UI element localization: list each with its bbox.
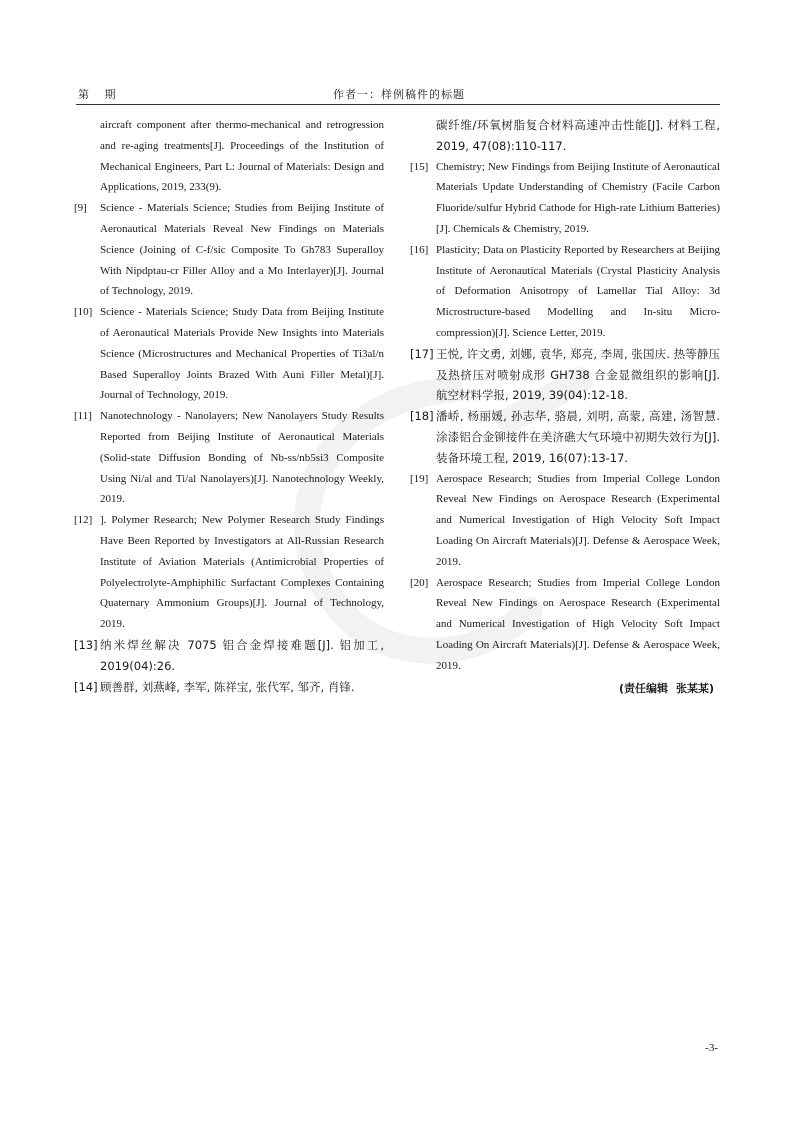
reference-number: [12]: [74, 514, 93, 527]
reference-item: [410, 157, 720, 240]
reference-item: [410, 115, 720, 157]
reference-number: [14]: [74, 679, 98, 694]
reference-number: [10]: [74, 306, 93, 319]
reference-text: aircraft component after thermo-mechanical and retrogression and re-aging treatments[J]. Proceedings of the Institution of Mechanical Engineers, Part L: Journal of Materials: Design and Applications, 2019, 233(9).: [100, 119, 384, 194]
reference-item: [74, 198, 384, 302]
reference-item: [410, 573, 720, 677]
reference-item: [410, 240, 720, 344]
reference-number: [13]: [74, 637, 98, 652]
reference-number: [20]: [410, 576, 429, 589]
reference-number: [15]: [410, 160, 429, 173]
reference-number: [17]: [410, 346, 434, 361]
reference-item: [74, 406, 384, 510]
reference-text: Chemistry; New Findings from Beijing Institute of Aeronautical Materials Update Understanding of Chemistry (Facile Carbon Fluoride/sulfur Hybrid Cathode for High-rate Lithium Batteries)[J]. Chemicals & Chemistry, 2019.: [436, 160, 720, 235]
reference-item: [74, 635, 384, 677]
running-title: 作者一：样例稿件的标题: [333, 88, 465, 101]
reference-number: [18]: [410, 409, 434, 424]
reference-text: ]. Polymer Research; New Polymer Research Study Findings Have Been Reported by Investigators at All-Russian Research Institute of Aviation Materials (Antimicrobial Properties of Polyelectrolyte-Amphiphilic Surfactant Complexes Containing Quaternary Ammonium Groups)[J]. Journal of Technology, 2019.: [100, 514, 384, 631]
reference-number: [9]: [74, 202, 87, 215]
responsible-editor: [410, 679, 720, 700]
reference-item: [74, 302, 384, 406]
reference-text: 王悦, 许文勇, 刘娜, 袁华, 郑亮, 李周, 张国庆. 热等静压及热挤压对喷射成形 GH738 合金显微组织的影响[J]. 航空材料学报, 2019, 39(04):12-18.: [436, 346, 720, 403]
issue-label: 第 期: [78, 88, 122, 101]
reference-text: Aerospace Research; Studies from Imperial College London Reveal New Findings on Aerospace Research (Experimental and Numerical Investigation of High Velocity Soft Impact Loading On Aircraft Materials)[J]. Defense & Aerospace Week, 2019.: [436, 472, 720, 568]
reference-item: [74, 510, 384, 635]
reference-number: [11]: [74, 410, 92, 423]
reference-item: [410, 469, 720, 573]
running-header: [78, 86, 720, 102]
reference-item: [410, 344, 720, 406]
page-number: -3-: [705, 1042, 718, 1054]
reference-item: [74, 677, 384, 698]
reference-text: Aerospace Research; Studies from Imperial College London Reveal New Findings on Aerospace Research (Experimental and Numerical Investigation of High Velocity Soft Impact Loading On Aircraft Materials)[J]. Defense & Aerospace Week, 2019.: [436, 576, 720, 672]
reference-text: 顾善群, 刘燕峰, 李军, 陈祥宝, 张代军, 邹齐, 肖锋.: [100, 679, 355, 694]
reference-item: [410, 406, 720, 468]
reference-text: Science - Materials Science; Studies from Beijing Institute of Aeronautical Materials Reveal New Findings on Materials Science (Joining of C-f/sic Composite To Gh783 Superalloy With Nipdptau-cr Filler Alloy and a Mo Interlayer)[J]. Journal of Technology, 2019.: [100, 202, 384, 298]
reference-text: Science - Materials Science; Study Data from Beijing Institute of Aeronautical Materials Provide New Insights into Materials Science (Microstructures and Mechanical Properties of Ti3al/n Based Superalloy Joints Brazed With Auni Filler Metal)[J]. Journal of Technology, 2019.: [100, 306, 384, 402]
header-rule: [76, 104, 720, 105]
reference-text: Nanotechnology - Nanolayers; New Nanolayers Study Results Reported from Beijing Institute of Aeronautical Materials (Solid-state Diffusion Bonding of Nb-ss/nb5si3 Composite Using Ni/al and Ti/al Nanolayers)[J]. Nanotechnology Weekly, 2019.: [100, 410, 384, 506]
reference-text: 潘峤, 杨丽媛, 孙志华, 骆晨, 刘明, 高蒙, 高建, 汤智慧. 涂漆铝合金铆接件在美济礁大气环境中初期失效行为[J]. 装备环境工程, 2019, 16(07):13-17.: [436, 409, 720, 465]
reference-item: [74, 115, 384, 198]
reference-column-left: [74, 115, 384, 697]
reference-column-right: [410, 115, 720, 699]
editor-label: (责任编辑: [618, 681, 668, 695]
reference-text: 纳米焊丝解决 7075 铝合金焊接难题[J]. 铝加工, 2019(04):26.: [100, 637, 384, 673]
reference-number: [16]: [410, 243, 429, 256]
reference-text: 碳纤维/环氧树脂复合材料高速冲击性能[J]. 材料工程, 2019, 47(08):110-117.: [436, 118, 720, 153]
reference-text: Plasticity; Data on Plasticity Reported by Researchers at Beijing Institute of Aeronautical Materials (Crystal Plasticity Analysis of Deformation Anisotropy of Lamellar Tial Alloy: 3d Microstructure-based Modelling and In-situ Micro-compression)[J]. Science Letter, 2019.: [436, 243, 720, 339]
editor-name: 张某某): [675, 681, 714, 695]
reference-number: [19]: [410, 472, 429, 485]
